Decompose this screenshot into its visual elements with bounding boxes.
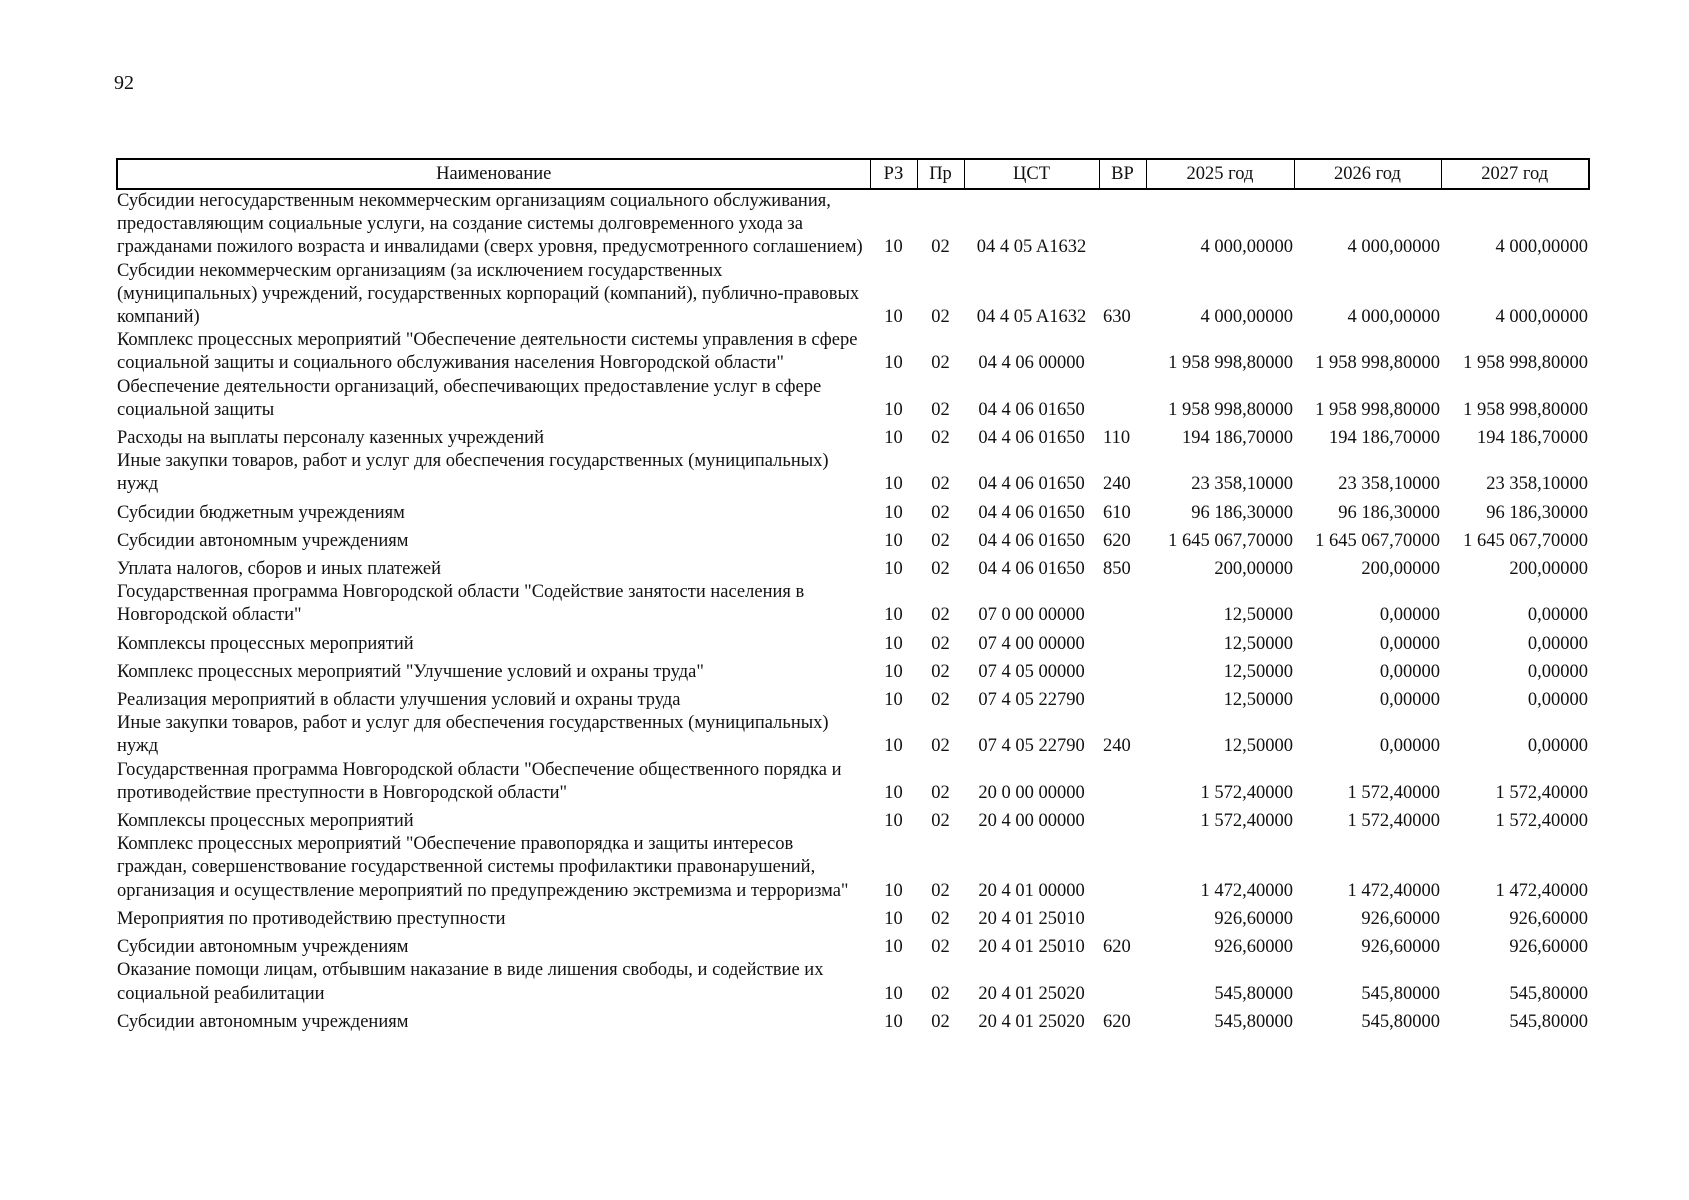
row-2027: 926,60000 (1509, 908, 1588, 929)
table-row (117, 581, 1589, 627)
header-2027: 2027 год (1441, 159, 1589, 189)
row-cst: 04 4 06 01650 (978, 530, 1085, 551)
row-vr (1099, 329, 1146, 375)
row-name: Иные закупки товаров, работ и услуг для обеспечения государственных (муниципальных) нужд (117, 451, 829, 495)
row-pr: 02 (931, 633, 950, 654)
row-2027: 4 000,00000 (1495, 307, 1588, 328)
row-name: Субсидии автономным учреждениям (117, 937, 409, 958)
row-name: Реализация мероприятий в области улучшения условий и охраны труда (117, 690, 681, 711)
row-2027: 96 186,30000 (1486, 502, 1588, 523)
table-row (117, 656, 1589, 684)
row-rz: 10 (884, 937, 903, 958)
row-2026: 4 000,00000 (1347, 307, 1440, 328)
row-2025: 4 000,00000 (1200, 237, 1293, 258)
row-cst: 04 4 06 01650 (978, 428, 1085, 449)
row-name: Комплекс процессных мероприятий "Улучшение условий и охраны труда" (117, 661, 704, 682)
row-name: Комплексы процессных мероприятий (117, 811, 414, 832)
row-rz: 10 (884, 307, 903, 328)
row-vr: 630 (1103, 307, 1131, 328)
row-rz: 10 (884, 908, 903, 929)
table-row (117, 497, 1589, 525)
row-cst: 20 0 00 00000 (978, 782, 1085, 803)
table-row (117, 628, 1589, 656)
table-row (117, 684, 1589, 712)
row-2026: 0,00000 (1379, 736, 1440, 757)
row-vr: 850 (1103, 559, 1131, 580)
row-cst: 04 4 06 01650 (978, 559, 1085, 580)
row-pr: 02 (931, 983, 950, 1004)
row-rz: 10 (884, 559, 903, 580)
row-rz: 10 (884, 399, 903, 420)
row-pr: 02 (931, 937, 950, 958)
row-cst: 04 4 06 01650 (978, 474, 1085, 495)
row-rz: 10 (884, 237, 903, 258)
row-cst: 07 4 05 22790 (978, 690, 1085, 711)
row-2027: 1 572,40000 (1495, 782, 1588, 803)
row-pr: 02 (931, 428, 950, 449)
row-pr: 02 (931, 307, 950, 328)
row-rz: 10 (884, 782, 903, 803)
row-2027: 23 358,10000 (1486, 474, 1588, 495)
row-2026: 0,00000 (1379, 661, 1440, 682)
row-vr: 620 (1103, 1011, 1131, 1032)
row-2026: 1 958 998,80000 (1315, 399, 1440, 420)
row-2026: 0,00000 (1379, 690, 1440, 711)
row-2026: 96 186,30000 (1338, 502, 1440, 523)
row-vr: 240 (1103, 474, 1131, 495)
row-name: Комплекс процессных мероприятий "Обеспечение правопорядка и защиты интересов граждан, совершенствование государственной системы профилактики правонарушений, организация и осуществление мероприятий по предупреждению экстремизма и терроризма" (117, 834, 849, 901)
row-vr (1099, 903, 1146, 931)
row-vr (1099, 376, 1146, 422)
table-row (117, 903, 1589, 931)
row-cst: 04 4 05 A1632 (976, 307, 1087, 328)
table-row (117, 959, 1589, 1005)
row-vr: 620 (1103, 530, 1131, 551)
row-rz: 10 (884, 736, 903, 757)
row-vr (1099, 759, 1146, 805)
row-name: Субсидии автономным учреждениям (117, 1011, 409, 1032)
row-rz: 10 (884, 811, 903, 832)
row-name: Комплекс процессных мероприятий "Обеспечение деятельности системы управления в сфере социальной защиты и социального обслуживания населения Новгородской области" (117, 330, 858, 374)
row-2025: 23 358,10000 (1191, 474, 1293, 495)
row-2026: 23 358,10000 (1338, 474, 1440, 495)
row-2027: 0,00000 (1527, 690, 1588, 711)
row-2027: 0,00000 (1527, 736, 1588, 757)
row-2025: 545,80000 (1214, 1011, 1293, 1032)
header-vr: ВР (1099, 159, 1146, 189)
row-cst: 04 4 06 00000 (978, 353, 1085, 374)
header-2026: 2026 год (1294, 159, 1441, 189)
row-vr (1099, 189, 1146, 260)
row-2026: 926,60000 (1361, 937, 1440, 958)
row-rz: 10 (884, 502, 903, 523)
row-name: Государственная программа Новгородской области "Обеспечение общественного порядка и противодействие преступности в Новгородской области" (117, 759, 842, 803)
row-2025: 1 572,40000 (1200, 782, 1293, 803)
row-cst: 20 4 01 25020 (978, 983, 1085, 1004)
row-2025: 1 958 998,80000 (1168, 353, 1293, 374)
header-name: Наименование (117, 159, 870, 189)
row-2025: 926,60000 (1214, 937, 1293, 958)
table-row (117, 553, 1589, 581)
row-cst: 07 4 05 00000 (978, 661, 1085, 682)
row-2027: 0,00000 (1527, 633, 1588, 654)
row-cst: 04 4 06 01650 (978, 502, 1085, 523)
row-name: Субсидии бюджетным учреждениям (117, 502, 405, 523)
row-pr: 02 (931, 237, 950, 258)
row-pr: 02 (931, 353, 950, 374)
row-2025: 96 186,30000 (1191, 502, 1293, 523)
row-2026: 1 645 067,70000 (1315, 530, 1440, 551)
table-row (117, 833, 1589, 903)
table-row (117, 260, 1589, 330)
table-row (117, 1006, 1589, 1034)
row-rz: 10 (884, 661, 903, 682)
row-vr (1099, 833, 1146, 903)
row-2026: 4 000,00000 (1347, 237, 1440, 258)
row-2025: 12,50000 (1223, 633, 1293, 654)
table-row (117, 931, 1589, 959)
row-cst: 20 4 01 25020 (978, 1011, 1085, 1032)
row-pr: 02 (931, 690, 950, 711)
row-name: Оказание помощи лицам, отбывшим наказание в виде лишения свободы, и содействие их социальной реабилитации (117, 960, 824, 1004)
table-row (117, 329, 1589, 375)
row-2025: 12,50000 (1223, 736, 1293, 757)
table-header (117, 159, 1589, 189)
row-2025: 1 958 998,80000 (1168, 399, 1293, 420)
row-2027: 194 186,70000 (1477, 428, 1588, 449)
budget-table (116, 158, 1590, 1034)
row-pr: 02 (931, 908, 950, 929)
header-row (117, 159, 1589, 189)
row-vr: 240 (1103, 736, 1131, 757)
row-rz: 10 (884, 353, 903, 374)
row-2027: 0,00000 (1527, 605, 1588, 626)
row-2026: 200,00000 (1361, 559, 1440, 580)
row-name: Уплата налогов, сборов и иных платежей (117, 559, 442, 580)
row-name: Субсидии некоммерческим организациям (за исключением государственных (муниципальных) учреждений, государственных корпораций (компаний), публично-правовых компаний) (117, 260, 860, 328)
header-pr: Пр (917, 159, 964, 189)
row-2027: 1 572,40000 (1495, 811, 1588, 832)
row-2025: 1 572,40000 (1200, 811, 1293, 832)
row-pr: 02 (931, 399, 950, 420)
page-number: 92 (114, 72, 134, 94)
row-name: Комплексы процессных мероприятий (117, 633, 414, 654)
table-body (117, 189, 1589, 1034)
row-vr: 110 (1103, 428, 1131, 449)
row-name: Государственная программа Новгородской области "Содействие занятости населения в Новгородской области" (117, 582, 805, 626)
row-2025: 200,00000 (1214, 559, 1293, 580)
row-2027: 0,00000 (1527, 661, 1588, 682)
row-pr: 02 (931, 530, 950, 551)
row-rz: 10 (884, 880, 903, 901)
table-row (117, 525, 1589, 553)
row-cst: 20 4 01 00000 (978, 880, 1085, 901)
row-pr: 02 (931, 880, 950, 901)
header-2025: 2025 год (1146, 159, 1294, 189)
row-2025: 545,80000 (1214, 983, 1293, 1004)
row-cst: 04 4 05 A1632 (976, 237, 1087, 258)
row-pr: 02 (931, 782, 950, 803)
row-vr: 620 (1103, 937, 1131, 958)
row-2027: 1 958 998,80000 (1463, 353, 1588, 374)
row-pr: 02 (931, 1011, 950, 1032)
table-row (117, 450, 1589, 496)
row-rz: 10 (884, 690, 903, 711)
row-vr (1099, 628, 1146, 656)
table-row (117, 759, 1589, 805)
header-cst: ЦСТ (964, 159, 1099, 189)
row-2026: 194 186,70000 (1329, 428, 1440, 449)
row-cst: 07 0 00 00000 (978, 605, 1085, 626)
row-2025: 12,50000 (1223, 690, 1293, 711)
row-2025: 12,50000 (1223, 661, 1293, 682)
table-row (117, 376, 1589, 422)
row-pr: 02 (931, 474, 950, 495)
row-2027: 1 645 067,70000 (1463, 530, 1588, 551)
row-pr: 02 (931, 661, 950, 682)
row-2026: 0,00000 (1379, 633, 1440, 654)
row-rz: 10 (884, 530, 903, 551)
row-pr: 02 (931, 605, 950, 626)
row-2025: 1 645 067,70000 (1168, 530, 1293, 551)
row-cst: 07 4 00 00000 (978, 633, 1085, 654)
row-name: Иные закупки товаров, работ и услуг для обеспечения государственных (муниципальных) нужд (117, 713, 829, 757)
row-name: Мероприятия по противодействию преступности (117, 908, 506, 929)
row-2026: 0,00000 (1379, 605, 1440, 626)
row-2027: 545,80000 (1509, 1011, 1588, 1032)
row-rz: 10 (884, 983, 903, 1004)
row-rz: 10 (884, 633, 903, 654)
table-row (117, 422, 1589, 450)
row-2027: 4 000,00000 (1495, 237, 1588, 258)
row-cst: 04 4 06 01650 (978, 399, 1085, 420)
table-row (117, 189, 1589, 260)
row-vr (1099, 656, 1146, 684)
row-cst: 20 4 00 00000 (978, 811, 1085, 832)
row-name: Обеспечение деятельности организаций, обеспечивающих предоставление услуг в сфере социальной защиты (117, 376, 822, 420)
row-2027: 1 472,40000 (1495, 880, 1588, 901)
row-vr: 610 (1103, 502, 1131, 523)
row-rz: 10 (884, 605, 903, 626)
row-2026: 545,80000 (1361, 983, 1440, 1004)
row-2026: 1 572,40000 (1347, 811, 1440, 832)
row-vr (1099, 805, 1146, 833)
row-cst: 07 4 05 22790 (978, 736, 1085, 757)
header-rz: РЗ (870, 159, 917, 189)
row-pr: 02 (931, 736, 950, 757)
row-pr: 02 (931, 502, 950, 523)
row-2026: 545,80000 (1361, 1011, 1440, 1032)
row-cst: 20 4 01 25010 (978, 937, 1085, 958)
row-2026: 1 572,40000 (1347, 782, 1440, 803)
row-2025: 12,50000 (1223, 605, 1293, 626)
row-pr: 02 (931, 811, 950, 832)
table-row (117, 712, 1589, 758)
row-2025: 4 000,00000 (1200, 307, 1293, 328)
row-2026: 926,60000 (1361, 908, 1440, 929)
row-name: Субсидии автономным учреждениям (117, 530, 409, 551)
row-name: Расходы на выплаты персоналу казенных учреждений (117, 428, 544, 449)
row-vr (1099, 684, 1146, 712)
row-rz: 10 (884, 474, 903, 495)
row-2025: 194 186,70000 (1182, 428, 1293, 449)
table-row (117, 805, 1589, 833)
row-name: Субсидии негосударственным некоммерческим организациям социального обслуживания, предоставляющим социальные услуги, на создание системы долговременного ухода за гражданами пожилого возраста и инвалидами (сверх уровня, предусмотренного соглашением) (117, 191, 863, 258)
row-2027: 200,00000 (1509, 559, 1588, 580)
row-pr: 02 (931, 559, 950, 580)
row-vr (1099, 581, 1146, 627)
row-vr (1099, 959, 1146, 1005)
row-2027: 1 958 998,80000 (1463, 399, 1588, 420)
row-2027: 926,60000 (1509, 937, 1588, 958)
row-cst: 20 4 01 25010 (978, 908, 1085, 929)
row-rz: 10 (884, 428, 903, 449)
row-2027: 545,80000 (1509, 983, 1588, 1004)
row-2025: 926,60000 (1214, 908, 1293, 929)
row-2026: 1 472,40000 (1347, 880, 1440, 901)
row-2026: 1 958 998,80000 (1315, 353, 1440, 374)
row-2025: 1 472,40000 (1200, 880, 1293, 901)
row-rz: 10 (884, 1011, 903, 1032)
